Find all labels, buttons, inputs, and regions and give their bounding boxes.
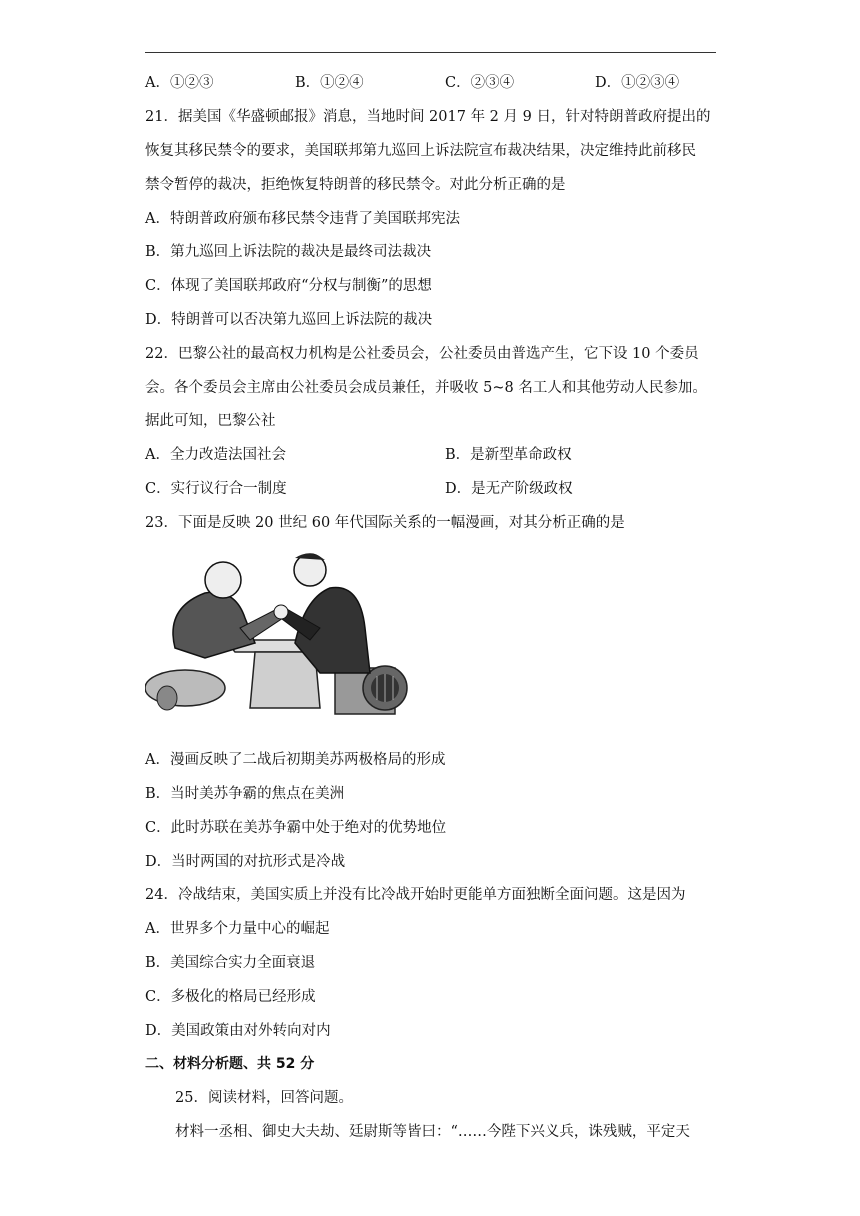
- q24-option-a[interactable]: A．世界多个力量中心的崛起: [145, 921, 330, 937]
- q22-stem-line-1: 22．巴黎公社的最高权力机构是公社委员会，公社委员由普选产生，它下设 10 个委员: [145, 346, 699, 362]
- q23-option-b[interactable]: B．当时美苏争霸的焦点在美洲: [145, 786, 345, 802]
- q22-option-b[interactable]: B．是新型革命政权: [445, 447, 572, 463]
- q20-option-b[interactable]: B．①②④: [295, 75, 364, 91]
- q22-option-a[interactable]: A．全力改造法国社会: [145, 447, 286, 463]
- q20-option-c[interactable]: C．②③④: [445, 75, 515, 91]
- q21-stem-line-1: 21．据美国《华盛顿邮报》消息，当地时间 2017 年 2 月 9 日，针对特朗普政府提出的: [145, 109, 711, 125]
- header-rule: [145, 52, 716, 53]
- q24-option-c[interactable]: C．多极化的格局已经形成: [145, 989, 316, 1005]
- q20-option-d[interactable]: D．①②③④: [595, 75, 680, 91]
- q22-option-d[interactable]: D．是无产阶级政权: [445, 481, 573, 497]
- q25-stem: 25．阅读材料，回答问题。: [175, 1090, 353, 1106]
- q22-stem-line-2: 会。各个委员会主席由公社委员会成员兼任，并吸收 5~8 名工人和其他劳动人民参加。: [145, 380, 707, 396]
- q21-stem-line-3: 禁令暂停的裁决，拒绝恢复特朗普的移民禁令。对此分析正确的是: [145, 177, 566, 193]
- q23-option-a[interactable]: A．漫画反映了二战后初期美苏两极格局的形成: [145, 752, 446, 768]
- q23-stem: 23．下面是反映 20 世纪 60 年代国际关系的一幅漫画，对其分析正确的是: [145, 515, 625, 531]
- q24-stem: 24．冷战结束，美国实质上并没有比冷战开始时更能单方面独断全面问题。这是因为: [145, 887, 686, 903]
- cold-war-arm-wrestling-cartoon: [145, 548, 423, 724]
- q22-stem-line-3: 据此可知，巴黎公社: [145, 413, 276, 429]
- q21-stem-line-2: 恢复其移民禁令的要求，美国联邦第九巡回上诉法院宣布裁决结果，决定维持此前移民: [145, 143, 696, 159]
- q21-option-a[interactable]: A．特朗普政府颁布移民禁令违背了美国联邦宪法: [145, 211, 460, 227]
- q25-material-1: 材料一丞相、御史大夫劫、廷尉斯等皆曰：“……今陛下兴义兵，诛残贼，平定天: [175, 1124, 690, 1140]
- q24-option-d[interactable]: D．美国政策由对外转向对内: [145, 1023, 331, 1039]
- q20-option-a[interactable]: A．①②③: [145, 75, 214, 91]
- q23-option-c[interactable]: C．此时苏联在美苏争霸中处于绝对的优势地位: [145, 820, 447, 836]
- q22-option-c[interactable]: C．实行议行合一制度: [145, 481, 287, 497]
- q24-option-b[interactable]: B．美国综合实力全面衰退: [145, 955, 316, 971]
- q23-option-d[interactable]: D．当时两国的对抗形式是冷战: [145, 854, 346, 870]
- q21-option-c[interactable]: C．体现了美国联邦政府“分权与制衡”的思想: [145, 278, 432, 294]
- q21-option-d[interactable]: D．特朗普可以否决第九巡回上诉法院的裁决: [145, 312, 433, 328]
- q21-option-b[interactable]: B．第九巡回上诉法院的裁决是最终司法裁决: [145, 244, 432, 260]
- section-heading: 二、材料分析题、共 52 分: [145, 1056, 315, 1072]
